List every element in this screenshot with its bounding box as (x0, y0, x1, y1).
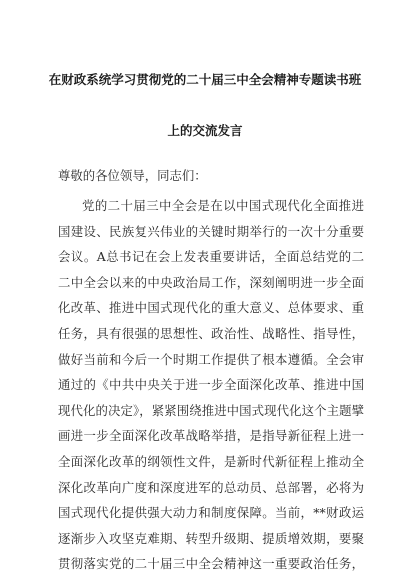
body-line: 深化改革向广度和深度进军的总动员、总部署，必将为 (58, 479, 364, 495)
body-line: 全面深化改革的纲领性文件，是新时代新征程上推动全 (58, 453, 364, 469)
body-paragraph (58, 193, 364, 577)
body-line: 二中全会以来的中央政治局工作，深刻阐明进一步全面 (58, 274, 364, 290)
body-line: 党的二十届三中全会是在以中国式现代化全面推进 (82, 198, 364, 213)
body-line: 化改革、推进中国式现代化的重大意义、总体要求、重 (58, 300, 364, 316)
body-line: 贯彻落实党的二十届三中全会精神这一重要政治任务， (58, 556, 364, 572)
body-line: 现代化的决定》，紧紧围绕推进中国式现代化这个主题擘 (58, 402, 364, 418)
body-line: 做好当前和今后一个时期工作提供了根本遵循。全会审 (58, 351, 364, 367)
greeting: 尊敬的各位领导，同志们： (58, 168, 207, 183)
document-title-line-1: 在财政系统学习贯彻党的二十届三中全会精神专题读书班 (48, 72, 362, 87)
document-title-line-2: 上的交流发言 (167, 123, 243, 138)
body-line: 画进一步全面深化改革战略举措，是指导新征程上进一 (58, 428, 364, 444)
body-line: 国式现代化提供强大动力和制度保障。当前，**财政运 (58, 505, 364, 521)
body-line: 国建设、民族复兴伟业的关键时期举行的一次十分重要 (58, 223, 364, 239)
body-line: 逐渐步入攻坚克难期、转型升级期、提质增效期，要聚 (58, 530, 364, 546)
body-line: 会议。A总书记在会上发表重要讲话，全面总结党的二 (58, 249, 364, 265)
body-line: 任务，具有很强的思想性、政治性、战略性、指导性， (58, 325, 364, 341)
body-line: 通过的《中共中央关于进一步全面深化改革、推进中国 (58, 377, 364, 393)
